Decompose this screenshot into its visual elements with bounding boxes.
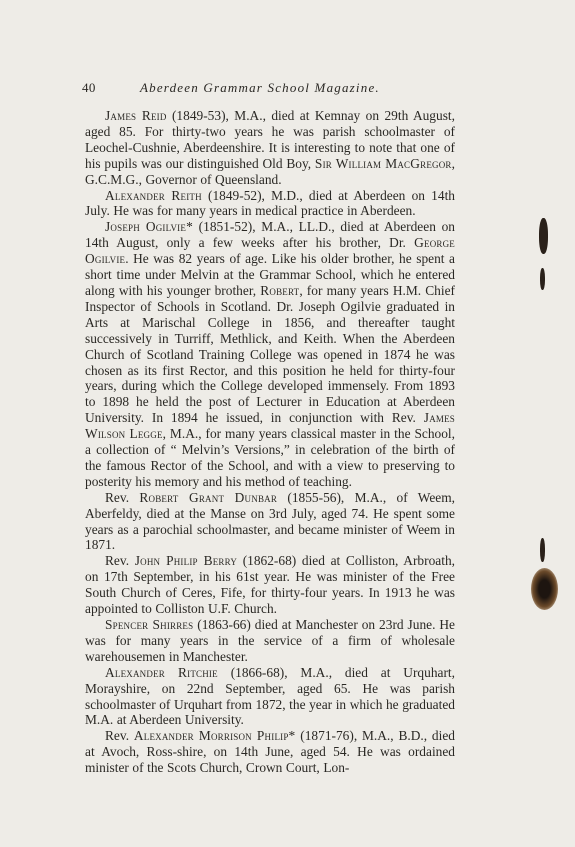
entry-alexander-morrison-philip xyxy=(85,728,455,776)
entry-text: (1855-56), M.A., of Weem, Aberfeldy, died at the Manse on 3rd July, aged 74. He spent some years as a parochial schoolmaster, and became minister of Weem in 1871. xyxy=(85,489,455,553)
entry-prefix: Rev. xyxy=(105,728,134,744)
entry-text: (1849-52), M.D., died at Aberdeen on 14th July. He was for many years in medical practice in Aberdeen. xyxy=(85,187,455,219)
entry-text: . He was 82 years of age. Like his older brother, he spent a short time under Melvin at the Grammar School, which he entered along with his younger brother, xyxy=(85,251,455,298)
entry-text: (1851-52), M.A., LL.D., died at Aberdeen on 14th August, only a few weeks after his brother, Dr. xyxy=(85,219,455,251)
entry-prefix: Rev. xyxy=(105,553,135,569)
entry-text: , for many years H.M. Chief Inspector of Schools in Scotland. Dr. Joseph Ogilvie graduated in Arts at Marischal College in 1856, and thereafter taught successively in Turriff, Methlick, and Keith. When the Aberdeen Church of Scotland Training College was opened in 1874 he was chosen as its first Rector, and this position he held for thirty-four years, during which the College developed immensely. From 1893 to 1898 he held the post of Lecturer in Education at Aberdeen University. In 1894 he issued, in conjunction with Rev. xyxy=(85,282,455,426)
entry-john-philip-berry xyxy=(85,553,455,617)
entry-name: Spencer Shirres xyxy=(105,617,194,632)
magazine-title: Aberdeen Grammar School Magazine. xyxy=(140,80,380,95)
running-header xyxy=(82,80,380,96)
entry-alexander-reith xyxy=(85,188,455,220)
entry-text: (1863-66) died at Manchester on 23rd June. He was for many years in the service of a firm of wholesale warehousemen in Manchester. xyxy=(85,617,455,664)
binding-hole-mark xyxy=(540,268,545,290)
entry-name: Alexander Reith xyxy=(105,187,202,203)
entry-name: Joseph Ogilvie* xyxy=(105,219,193,235)
entry-name: Alexander Morrison Philip* xyxy=(133,728,296,744)
obituary-column xyxy=(85,108,455,776)
entry-name: Robert xyxy=(260,282,300,298)
entry-spencer-shirres xyxy=(85,617,455,665)
entry-prefix: Rev. xyxy=(105,489,140,505)
binding-hole-mark xyxy=(539,218,548,254)
entry-name: John Philip Berry xyxy=(134,553,238,569)
entry-text: (1866-68), M.A., died at Urquhart, Morayshire, on 22nd September, aged 65. He was parish schoolmaster of Urquhart from 1872, the year in which he graduated M.A. at Aberdeen University. xyxy=(85,664,455,728)
entry-text: , M.A., for many years classical master in the School, a collection of “ Melvin’s Versions,” in celebration of the birth of the famous Rector of the School, and with a view to preserving to posterity his memory and his method of teaching. xyxy=(85,426,455,489)
entry-name: James Reid xyxy=(105,108,167,123)
entry-text: (1849-53), M.A., died at Kemnay on 29th August, aged 85. For thirty-two years he was parish schoolmaster of Leochel-Cushnie, Aberdeenshire. It is interesting to note that one of his pupils was our distinguished Old Boy, xyxy=(85,108,455,171)
binding-hole-mark xyxy=(540,538,545,562)
entry-name: George Ogilvie xyxy=(85,235,455,267)
entry-name: Sir William MacGregor xyxy=(314,155,452,171)
entry-text: (1871-76), M.A., B.D., died at Avoch, Ross-shire, on 14th June, aged 54. He was ordained minister of the Scots Church, Crown Court, Lon- xyxy=(85,728,455,776)
entry-robert-grant-dunbar xyxy=(85,490,455,554)
entry-text: (1862-68) died at Colliston, Arbroath, on 17th September, in his 61st year. He was minister of the Free South Church of Ceres, Fife, for thirty-four years. In 1913 he was appointed to Colliston U.F. Church. xyxy=(85,553,455,617)
entry-text: , G.C.M.G., Governor of Queensland. xyxy=(85,155,455,187)
entry-name: Alexander Ritchie xyxy=(105,664,218,680)
entry-james-reid xyxy=(85,108,455,188)
entry-joseph-ogilvie xyxy=(85,219,455,489)
entry-name: James Wilson Legge xyxy=(85,410,455,442)
page-number: 40 xyxy=(82,80,96,95)
binding-hole-mark xyxy=(531,568,558,610)
entry-name: Robert Grant Dunbar xyxy=(139,489,278,505)
entry-alexander-ritchie xyxy=(85,665,455,729)
